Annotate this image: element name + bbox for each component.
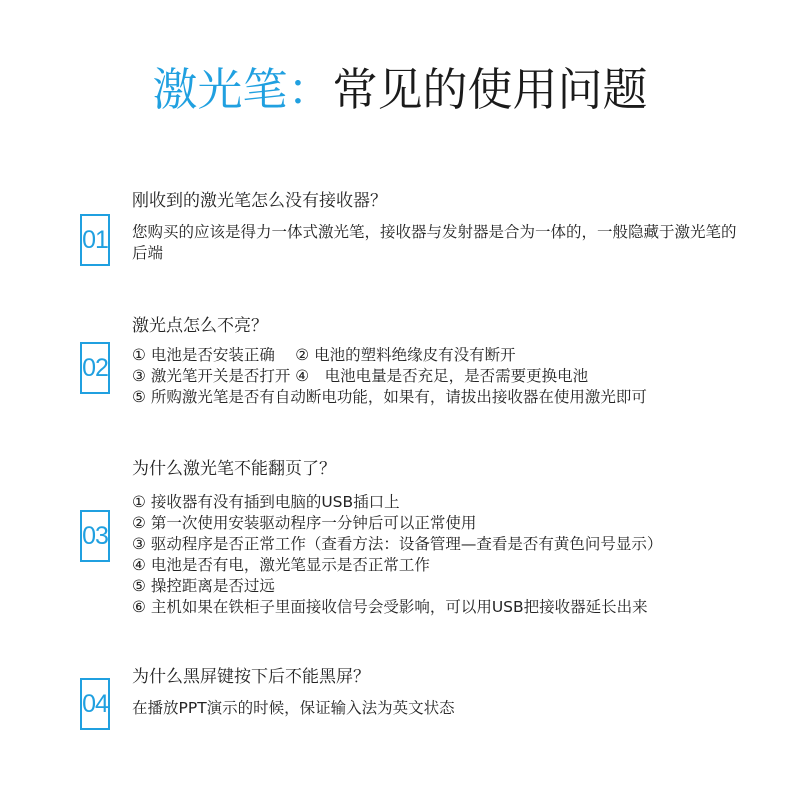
title-separator: ： bbox=[287, 63, 333, 116]
faq-number-badge: 02 bbox=[80, 342, 110, 394]
faq-answer bbox=[132, 492, 752, 618]
faq-answer-line: 在播放PPT演示的时候，保证输入法为英文状态 bbox=[132, 699, 455, 717]
faq-question: 为什么黑屏键按下后不能黑屏？ bbox=[132, 667, 370, 687]
faq-answer bbox=[132, 222, 737, 264]
faq-number-badge: 03 bbox=[80, 510, 110, 562]
faq-answer-line: ① 电池是否安装正确 ② 电池的塑料绝缘皮有没有断开 bbox=[132, 346, 516, 364]
faq-answer-line: ⑤ 所购激光笔是否有自动断电功能，如果有，请拔出接收器在使用激光即可 bbox=[132, 388, 647, 406]
faq-number-badge: 04 bbox=[80, 678, 110, 730]
faq-question: 为什么激光笔不能翻页了？ bbox=[132, 459, 336, 479]
faq-answer-line: ③ 驱动程序是否正常工作（查看方法：设备管理—查看是否有黄色问号显示） bbox=[132, 535, 663, 553]
faq-answer-line: ① 接收器有没有插到电脑的USB插口上 bbox=[132, 493, 400, 511]
faq-answer bbox=[132, 698, 752, 719]
faq-answer-line: ⑥ 主机如果在铁柜子里面接收信号会受影响，可以用USB把接收器延长出来 bbox=[132, 598, 648, 616]
faq-answer-line: ④ 电池是否有电，激光笔显示是否正常工作 bbox=[132, 556, 430, 574]
faq-answer bbox=[132, 345, 752, 408]
faq-question: 激光点怎么不亮？ bbox=[132, 316, 268, 336]
faq-answer-line: 您购买的应该是得力一体式激光笔，接收器与发射器是合为一体的，一般隐藏于激光笔的后端 bbox=[132, 223, 737, 262]
faq-answer-line: ③ 激光笔开关是否打开 ④ 电池电量是否充足，是否需要更换电池 bbox=[132, 367, 589, 385]
faq-number-badge: 01 bbox=[80, 214, 110, 266]
title-rest: 常见的使用问题 bbox=[332, 63, 648, 116]
faq-question: 刚收到的激光笔怎么没有接收器？ bbox=[132, 191, 387, 211]
page-title bbox=[0, 62, 800, 118]
faq-answer-line: ⑤ 操控距离是否过远 bbox=[132, 577, 275, 595]
faq-answer-line: ② 第一次使用安装驱动程序一分钟后可以正常使用 bbox=[132, 514, 477, 532]
title-accent: 激光笔 bbox=[152, 63, 288, 116]
